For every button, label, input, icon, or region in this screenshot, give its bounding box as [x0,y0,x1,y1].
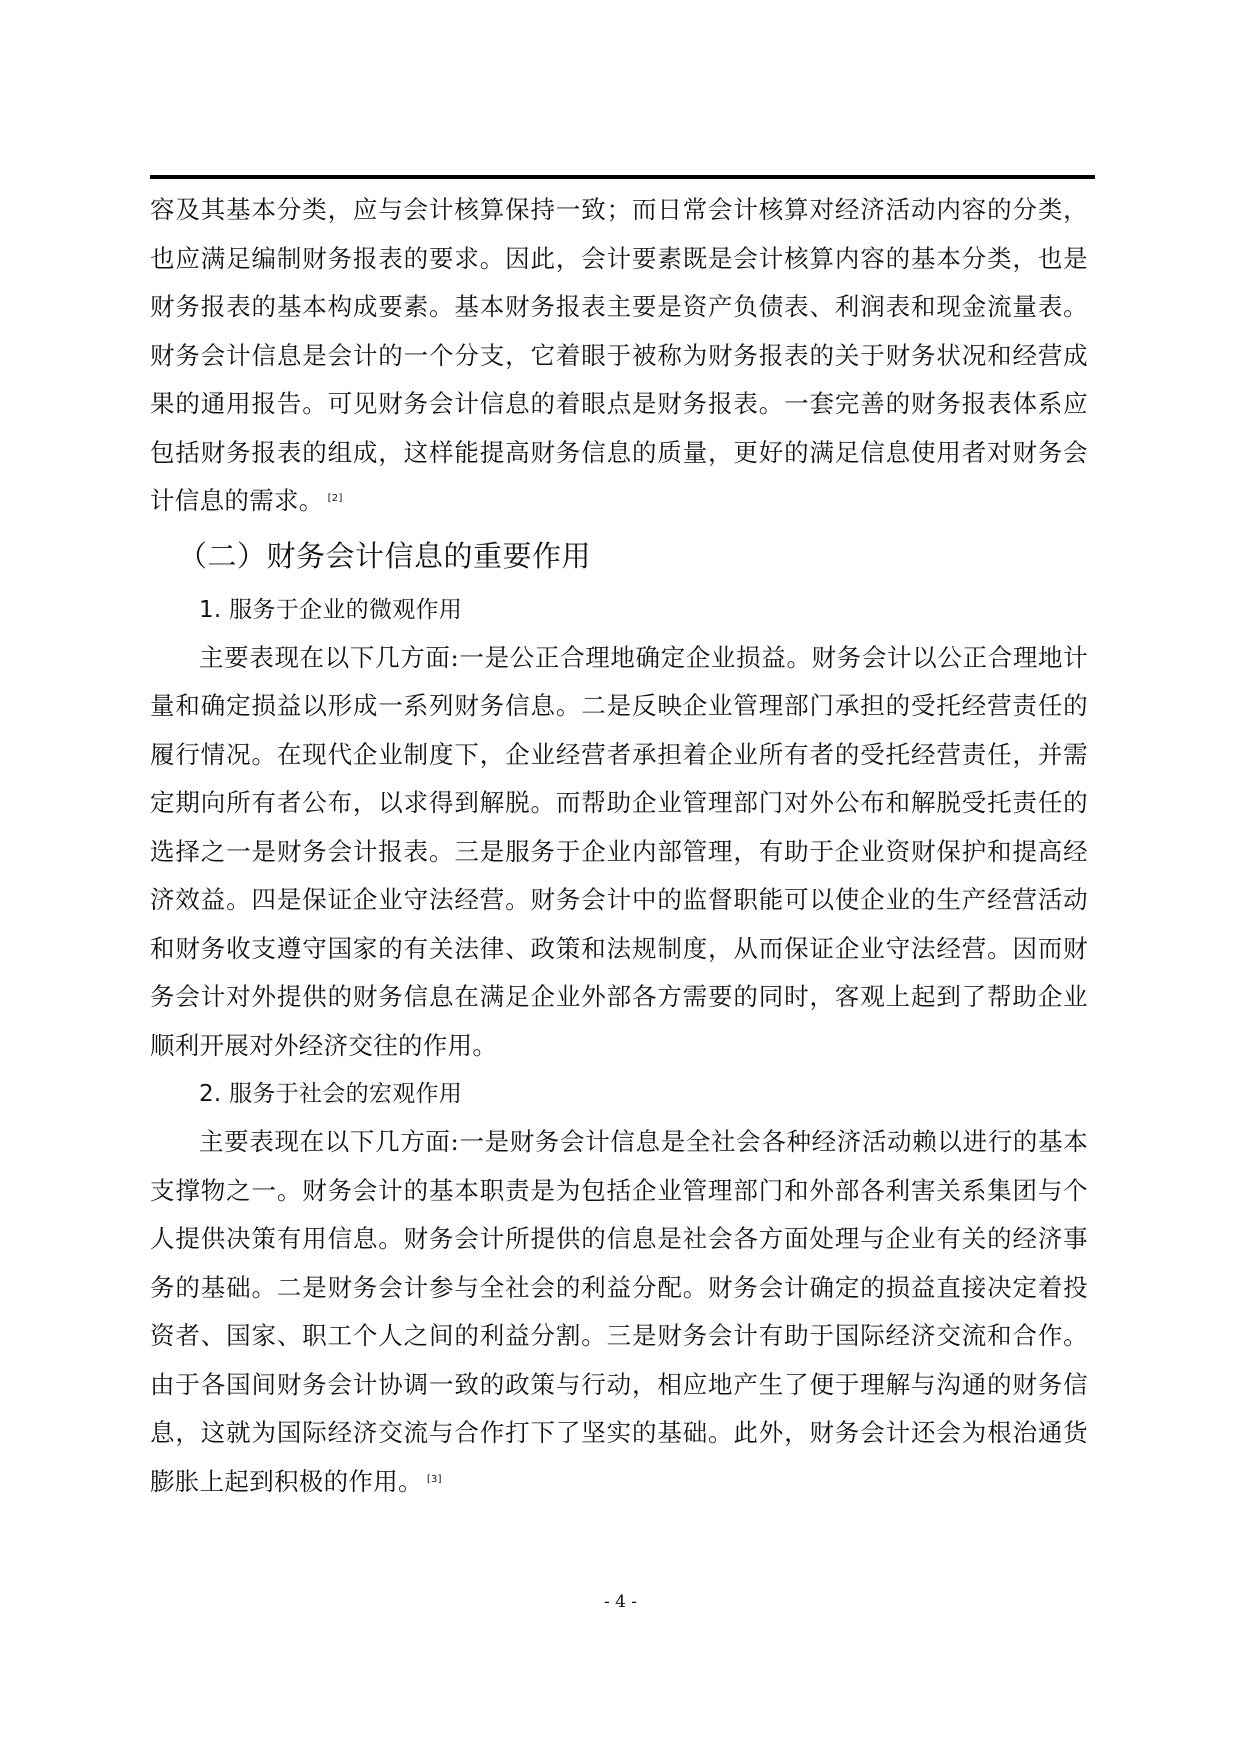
subsection-1-paragraph: 主要表现在以下几方面:一是公正合理地确定企业损益。财务会计以公正合理地计量和确定损益以形成一系列财务信息。二是反映企业管理部门承担的受托经营责任的履行情况。在现代企业制度下，企业经营者承担着企业所有者的受托经营责任，并需定期向所有者公布，以求得到解脱。而帮助企业管理部门对外公布和解脱受托责任的选择之一是财务会计报表。三是服务于企业内部管理，有助于企业资财保护和提高经济效益。四是保证企业守法经营。财务会计中的监督职能可以使企业的生产经营活动和财务收支遵守国家的有关法律、政策和法规制度，从而保证企业守法经营。因而财务会计对外提供的财务信息在满足企业外部各方需要的同时，客观上起到了帮助企业顺利开展对外经济交往的作用。 [150,642,1088,1060]
intro-paragraph-text: 容及其基本分类，应与会计核算保持一致；而日常会计核算对经济活动内容的分类，也应满足编制财务报表的要求。因此，会计要素既是会计核算内容的基本分类，也是财务报表的基本构成要素。基本财务报表主要是资产负债表、利润表和现金流量表。财务会计信息是会计的一个分支，它着眼于被称为财务报表的关于财务状况和经营成果的通用报告。可见财务会计信息的着眼点是财务报表。一套完善的财务报表体系应包括财务报表的组成，这样能提高财务信息的质量，更好的满足信息使用者对财务会计信息的需求。 [150,195,1088,515]
subsection-2-paragraph-text: 主要表现在以下几方面:一是财务会计信息是全社会各种经济活动赖以进行的基本支撑物之一。财务会计的基本职责是为包括企业管理部门和外部各利害关系集团与个人提供决策有用信息。财务会计所提供的信息是社会各方面处理与企业有关的经济事务的基础。二是财务会计参与全社会的利益分配。财务会计确定的损益直接决定着投资者、国家、职工个人之间的利益分割。三是财务会计有助于国际经济交流和合作。由于各国间财务会计协调一致的政策与行动，相应地产生了便于理解与沟通的财务信息，这就为国际经济交流与合作打下了坚实的基础。此外，财务会计还会为根治通货膨胀上起到积极的作用。 [150,1127,1088,1496]
citation-3: [3] [426,1473,442,1485]
intro-paragraph [150,186,1088,526]
page-number: - 4 - [603,1592,638,1612]
header-rule [150,175,1095,179]
subsection-2-paragraph [150,1118,1088,1506]
subsection-2-heading: 2. 服务于社会的宏观作用 [199,1081,463,1107]
citation-2: [2] [327,493,343,504]
document-body [150,186,1088,1506]
subsection-1-heading: 1. 服务于企业的微观作用 [199,596,463,623]
section-heading: （二）财务会计信息的重要作用 [178,538,592,573]
